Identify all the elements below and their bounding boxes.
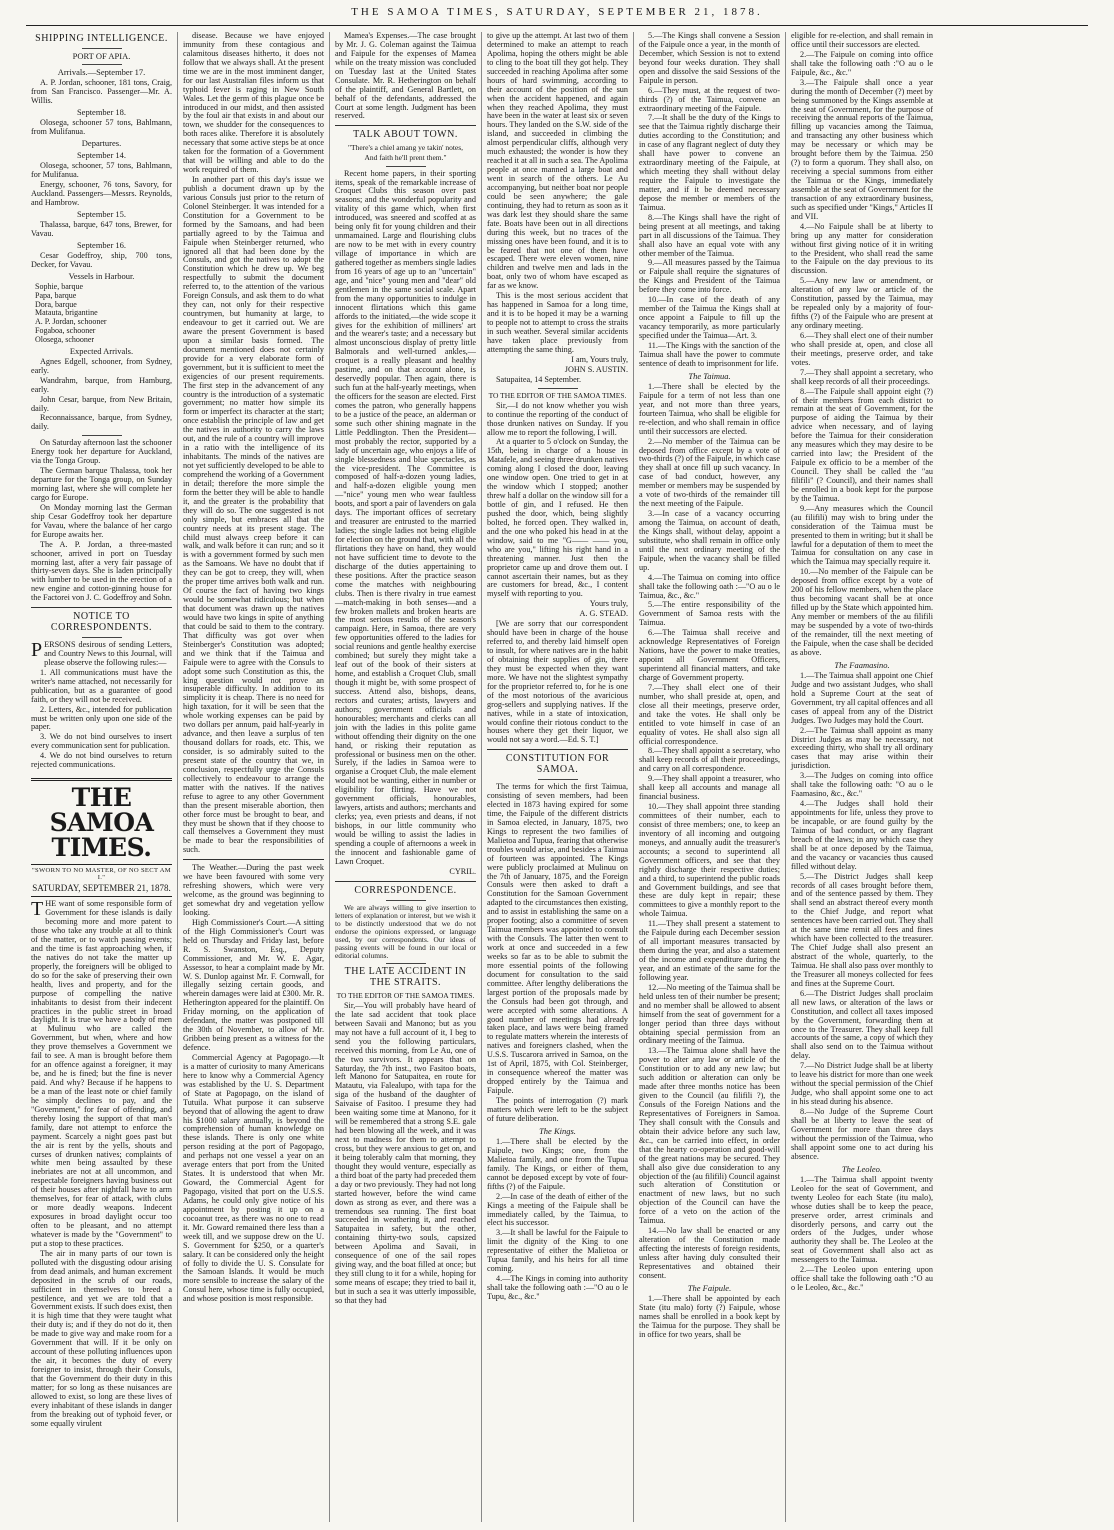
editorial-paragraph bbox=[31, 900, 172, 1249]
masthead-motto: "SWORN TO NO MASTER, OF NO SECT AM I." bbox=[32, 867, 171, 882]
article: 14.—No law shall be enacted or any alteration of the Constitution made affecting the interests of foreign residents, unless after having duly consulted their Representatives and obtained their consent. bbox=[639, 1226, 780, 1280]
editorial-paragraph: In another part of this day's issue we publish a document drawn up by the various Consuls just prior to the return of Colonel Steinberger. It was intended for a Constitution for a Government to be formed by the Samoans, and had been partially agreed to by the Taimua and Faipule when Steinberger returned, who ignored all that had been done by the Consuls, and got the natives to adopt the Constitution which he drew up. We beg respectfully to submit the document referred to, to the attention of the various Foreign Consuls, and ask them to do what they can, not only for their respective countrymen, but humanity at large, to endeavour to get it carried out. We are aware the present Government is based upon a similar basis formed. The document mentioned does not certainly provide for a very elaborate form of government, but it is sufficient to meet the exigencies of our present requirements. The first step in the advancement of any country is the introduction of a systematic government; no matter how simple its form or imperfect its character at the start; once establish the principle of law and get the natives in authority to carry the laws out, and the rule of a country will improve in a ratio with the intelligence of its inhabitants. The minds of the natives are not yet sufficiently developed to be able to comprehend the working of a Government in detail; therefore the more simple the form the better they will be able to handle it, and the greater is the probability that they will do so. The one suggested is not only simple, but embraces all that the country needs at its present stage. The child must always creep before it can walk, and walk before it can run; and so it is with a government formed by such men as the Samoans. We have no doubt that if they can be got to creep, they will, when the proper time arrives both walk and run. Of course the fact of having two kings would be somewhat ridiculous; but when that document was drawn up the natives would have two kings in spite of anything that could be said to them to the contrary. That difficulty was got over when Steinberger's Constitution was adopted; and we think that if the Taimua and Faipule were to agree with the Consuls to adopt some such Constitution as this, the king question would not prove an insuperable difficulty. In addition to its simplicity it is cheap. There is no need for high taxation, for it will be seen that the whole working expenses can be paid by two dollars per annum, paid half-yearly in advance, and then leave a surplus of ten thousand dollars for roads, etc. This, we consider, is so admirably suited to the present state of the country that we, in conclusion, respectfully urge the Consuls collectively to endeavour to arrange the matter with the natives. If the natives refuse to agree to any other Government than the present miserable abortion, then other force must be brought to bear, and they must be shown that if they choose to call themselves a Government they must be made to bear the responsibilities of such. bbox=[183, 175, 324, 855]
article: 10.—They shall appoint three standing committees of their number, each to consist of three members; one, to keep an inventory of all incoming and outgoing moneys, and annually audit the treasurer's accounts; a second to superintend all Government officers, and see that they rightly discharge their respective duties; and a third, to superintend the public roads and Government buildings, and see that these are duly kept in repair; these committees to give a monthly report to the whole Taimua. bbox=[639, 802, 780, 919]
editorial-paragraph: disease. Because we have enjoyed immunity from these contagious and calamitous diseases hitherto, it does not follow that we always shall. At the present time we are in the most imminent danger, for our last Australian files inform us that typhoid fever is raging in New South Wales. Let the germ of this plague once be introduced in our midst, and then assisted by the foul air that exists in and about our town, we shudder for the consequences to both races alike. Therefore it is absolutely necessary that some active steps be at once taken for the formation of a Government that will be willing and able to do the work required of them. bbox=[183, 32, 324, 175]
divider bbox=[335, 881, 476, 882]
harbour-vessel: Matauta, brigantine bbox=[35, 308, 98, 318]
accident-paragraph: Sir,—You will probably have heard of the late sad accident that took place between Savaii and Manono; but as you may not have a full account of it, I beg to send you the following particulars, received this morning, from Le Au, one of the two survivors. It appears that on Saturday, the 7th inst., two Fasitoo boats, left Manono for Satupaitea, en route for Matautu, via Falealupo, with tapa for the siga of the husband of the daughter of Saivaise of Fasitoo. I presume they had been waiting some time at Manono, for it will be remembered that a strong S.E. gale had been blowing all the week, and it was next to madness for them to attempt to cross, but they were anxious to get on, and it being tolerably calm that morning, they thought they would venture, especially as a third boat of the party had preceded them a day or two previously. They had not long started however, before the wind came down as strong as ever, and there was a tremendous sea running. The first boat succeeded in weathering it, and reached Satupaitea in safety, but the other, containing thirty-two souls, capsized between Apolima and Savaii, in consequence of one of the sail ropes giving way, and the boat filled at once; but they still clung to it for a while, hoping for some means of escape; they tried to bail it, but in such a sea it was utterly impossible, so that they had bbox=[335, 1000, 476, 1305]
article: 5.—The Kings shall convene a Session of the Faipule once a year, in the month of December, which Session is not to extend beyond four weeks duration. They shall open and dissolve the said Sessions of the Faipule in person. bbox=[639, 32, 780, 85]
taimua-title: The Taimua. bbox=[688, 370, 731, 381]
notice-rule: 2. Letters, &c., intended for publication must be written only upon one side of the paper. bbox=[31, 704, 172, 732]
notice-rule: 1. All communications must have the writer's name attached, not necessarily for publication, but as a guarantee of good faith, or they will not be received. bbox=[31, 667, 172, 704]
court-item: High Commissioner's Court.—A sitting of the High Commissioner's Court was held on Thursday and Friday last, before R. S. Swanston, Esq., Deputy Commissioner, and Mr. W. E. Agar, Assessor, to hear a complaint made by Mr. W. S. Dunlop against Mr. F. Cornwall, for illegally seizing certain goods, and wherein damages were laid at £300. Mr. R. Hetherington appeared for the plaintiff. On Friday morning, on the application of defendant, the matter was postponed till the 30th of November, to allow of Mr. Gribben being present as a witness for the defence. bbox=[183, 917, 324, 1052]
article: 5.—The entire responsibility of the Government of Samoa rests with the Taimua. bbox=[639, 600, 780, 628]
departures-date: September 14. bbox=[76, 149, 127, 160]
shipping-paragraph: The A. P. Jordan, a three-masted schooner, arrived in port on Tuesday morning last, after a very fair passage of thirty-seven days. She is laden principally with lumber to be used in the erection of a new engine and cotton-ginning house for the Factorei von J. C. Godeffroy and Sohn. bbox=[31, 539, 172, 603]
editor-note: [We are sorry that our correspondent should have been in charge of the house referred to, and thereby laid himself open to insult, for where natives are in the habit of obtaining their supplies of gin, there they must be expected when they want more. We have not the slightest sympathy for the proprietor referred to, for he is one of the most notorious of the avaricious grog-sellers and supplying natives. If the natives, while in a state of intoxication, would confine their riotous conduct to the houses where they get their liquor, we would not say a word.—Ed. S. T.] bbox=[487, 619, 628, 745]
town-signature: CYRIL. bbox=[449, 866, 476, 876]
correspondence-note: We are always willing to give insertion to letters of explanation or interest, but we wish it to be distinctly understood that we do not endorse the opinions expressed, or language used, by our correspondents. Our ideas of passing events will be found in our local or editorial columns. bbox=[335, 902, 476, 960]
article: 5.—Any new law or amendment, or alteration of any law or article of the Constitution, passed by the Taimua, may be repealed only by a majority of four-fifths (?) of the Faipule who are present at any ordinary meeting. bbox=[791, 276, 933, 330]
article: 8.—They shall appoint a secretary, who shall keep records of all their proceedings, and carry on all correspondence. bbox=[639, 746, 780, 774]
column-4 bbox=[482, 32, 634, 1522]
article: 11.—They shall present a statement to the Faipule during each December session of all important measures transacted by them during the year, and also a statement of the income and expenditure during the year, and an estimate of the same for the following year. bbox=[639, 919, 780, 982]
divider bbox=[386, 900, 426, 901]
article: 7.—They shall elect one of their number, who shall preside at, open, and close all their meetings, preserve order, and take the votes. He shall only be entitled to vote himself in case of an equality of votes. He shall also sign all official correspondence. bbox=[639, 682, 780, 746]
article: 4.—The Taimua on coming into office shall take the following oath :—"O au o le Taimua, &c., &c." bbox=[639, 572, 780, 600]
article: 1.—There shall be elected by the Faipule for a term of not less than one year, and not more than three years, fourteen Taimua, who shall be eligible for re-election, and who shall remain in office until their successors are elected. bbox=[639, 381, 780, 436]
article: 3.—It shall be lawful for the Faipule to limit the dignity of the King to one representative of either the Malietoa or Tupua family, and his heirs for all time coming. bbox=[487, 1228, 628, 1274]
town-paragraph: Recent home papers, in their sporting items, speak of the remarkable increase of Croquet Clubs this season over past seasons; and the wonderful popularity and vitality of this game which, when first introduced, was sneered and scoffed at as being only fit for young children and their unmamained. Large and flourishing clubs are now to be met with in every country village of importance in which are gathered together as members single ladies from 16 years of age up to an "uncertain" age, and "nice" young men and "dear" old gentlemen in the same social scale. Apart from the many opportunities to indulge in innocent flirtations which this game affords to the initiated,—the wide scope it gives for the exhibition of milliners' art and the wearer's taste; and a necessary but almost unconscious display of pretty little Balmorals and well-turned ankles,—croquet is a really pleasant and healthy pastime, and on that account alone, is deservedly popular. Then again, there is such fun at the half-yearly meetings, when the officers for the season are elected. First comes the patron, who generally happens to be a justice of the peace, an alderman or some such other shining magnate in the Little Peddlington. Then the President—most probably the rector, supported by a lady of uncertain age, who enjoys a life of single blessedness and blue spectacles, as the vice-president. The Committee is composed of half-a-dozen young ladies, and half-a-dozen eligible young men—"nice" young men who wear faultless boots, and sport a pair of lavenders on gala days. The important offices of secretary and treasurer are entrusted to the married ladies; the single ladies not being eligible for election on the ground that, with all the flirtations they have on hand, they would not have sufficient time to devote to the discharge of the duties appertaining to these positions. After the practice season come the matches with neighbouring clubs. Then is there rivalry in true earnest—match-making in both senses—and a few broken mallets and broken hearts are the most serious results of the season's campaign. Here, in Samoa, there are very few opportunities offered to the ladies for social reunions and gentle healthy exercise combined; but surely they might take a leaf out of the book of their sisters at home, and establish a Croquet Club, small though it might be, with some prospect of success. Attend also, bishops, deans, rectors and curates; artists, lawyers and authors; government officials and honourables; merchants and clerks can all join with the ladies in this polite game without offending their dignity on the one hand, or risking their reputation as professional or business men on the other. Surely, if the ladies in Samoa were to organise a Croquet Club, the male element would not be wanting, either in number or eligibility for flirting. Have we not government officials, honourables, lawyers, artists and authors; merchants and clerks; yea, even priests and deans, if not bishops, in our little community who would be willing to assist the ladies in spending a couple of afternoons a week in the innocent and fashionable game of Lawn Croquet. bbox=[335, 168, 476, 866]
masthead: THE SAMOA TIMES. bbox=[31, 778, 172, 865]
article: 7.—No District Judge shall be at liberty to leave his district for more than one week without the special permission of the Chief Judge, who shall appoint some one to act in his stead during his absence. bbox=[791, 1061, 933, 1106]
article: 3.—The Faipule shall once a year during the month of December (?) meet by being summoned by the Kings assemble at the seat of Government, for the purpose of receiving the annual reports of the Taimua, filling up vacancies among the Taimua, and transacting any other business which may be necessary or which may be brought before them by the Taimua. 250 (?) to form a quorum. They shall also, on receiving a special summons from either the Taimua or the Kings, immediately assemble at the seat of Government for the transaction of any extraordinary business, such as specified under "Kings," Articles II and VII. bbox=[791, 77, 933, 221]
divider bbox=[82, 637, 122, 638]
shipping-paragraph: The German barque Thalassa, took her departure for the Tonga group, on Sunday morning last, where she will complete her cargo for Europe. bbox=[31, 466, 172, 502]
dateline: SATURDAY, SEPTEMBER 21, 1878. bbox=[31, 884, 172, 897]
dropcap-t: T bbox=[31, 898, 44, 921]
notice-rule: 4. We do not bind ourselves to return rejected communications. bbox=[31, 751, 172, 770]
letter-paragraph: At a quarter to 5 o'clock on Sunday, the 15th, being in charge of a house in Matafele, and seeing three drunken natives coming along I closed the door, leaving one window open. One tried to get in at the window which I stopped; another threw half a dollar on the window sill for a bottle of gin, and I refused. He then pushed the door, which, being slightly bolted, he forced open. They walked in, and the one who poked his head in at the window, said to me "G—— —— you, who are you," lifting his right hand in a threatening manner. Just then the proprietor came up and drove them out. I cannot ascertain their names, but as they are customers for bread, &c., I content myself with reporting to you. bbox=[487, 437, 628, 599]
departures-date: September 16. bbox=[76, 239, 127, 250]
dropcap-p: P bbox=[31, 639, 43, 661]
article: 3.—The Judges on coming into office shall take the following oath: "O au o le Faamasino, &c., &c." bbox=[791, 771, 933, 799]
article: 8.—The Kings shall have the right of being present at all meetings, and taking part in all discussions of the Taimua. They shall also have an equal vote with any other member of the Taimua. bbox=[639, 212, 780, 258]
harbour-vessel: Fogaboa, schooner bbox=[35, 326, 96, 335]
agency-item: Commercial Agency at Pagopago.—It is a matter of curiosity to many Americans here to know why a Commercial Agency was established by the U. S. Department of State at Pagopago, on the island of Tutuila. What purpose it can subserve beyond that of allowing the agent to draw his $1000 salary annually, is beyond the comprehension of human knowledge on these islands. There is only one white person residing at the port of Pagopago, and perhaps not one vessel a year on an average enters that port from the United States. It is understood that when Mr. Goward, the Commercial Agent for Pagopago, visited that port on the U.S.S. Adams, he could only give notice of his appointment by posting it up on a cocoanut tree, as there was no one to read it. Mr. Goward remained there less than a week till, and we suppose drew on the U. S. Government for $250, or a quarter's salary. It can be considered only the height of folly to divide the U. S. Consulate for the Samoan Islands. It would be much more sensible to increase the salary of the Consul here, whose time is fully occupied, and whose position is most responsible. bbox=[183, 1052, 324, 1304]
header-rule bbox=[26, 25, 1088, 26]
running-head: THE SAMOA TIMES, SATURDAY, SEPTEMBER 21, 1878. bbox=[351, 6, 763, 18]
departure-entry: Thalassa, barque, 647 tons, Brewer, for Vavau. bbox=[31, 219, 172, 238]
expected-entry: John Cesar, barque, from New Britain, daily. bbox=[31, 394, 172, 413]
arrivals-date: September 18. bbox=[76, 107, 127, 118]
article: 6.—They must, at the request of two-thirds (?) of the Taimua, convene an extraordinary meeting of the Faipule. bbox=[639, 85, 780, 113]
harbour-vessel: A. P. Jordan, schooner bbox=[35, 317, 107, 327]
divider bbox=[82, 64, 122, 65]
accident-title: THE LATE ACCIDENT IN THE STRAITS. bbox=[344, 966, 467, 988]
divider bbox=[31, 607, 172, 608]
divider bbox=[386, 963, 426, 964]
port-title: PORT OF APIA. bbox=[72, 50, 131, 61]
letter-closing: I am, Yours truly, bbox=[571, 354, 628, 364]
divider bbox=[82, 48, 122, 49]
article: 5.—The District Judges shall keep records of all cases brought before them, and of the sentence passed by them. They shall send an abstract thereof every month to the Chief Judge, and report what sentences have been carried out. They shall at the same time remit all fees and fines which have been collected to the treasurer. The Chief Judge shall also present an abstract of the whole, quarterly, to the Taimua. He shall also pass over monthly to the Treasurer all moneys collected for fees and fines at the Supreme Court. bbox=[791, 871, 933, 988]
column-5 bbox=[634, 32, 786, 1522]
article: 2.—In case of the death of either of the Kings a meeting of the Faipule shall be immediately called, by the Taimua, to elect his successor. bbox=[487, 1191, 628, 1228]
article: 7.—They shall appoint a secretary, who shall keep records of all their proceedings. bbox=[791, 367, 933, 386]
departure-entry: Olosega, schooner, 57 tons, Bahlmann, for Mulifanua. bbox=[31, 160, 172, 179]
article: 8.—The Faipule shall appoint eight (?) of their members from each district to remain at the seat of Government, for the purpose of aiding the Taimua by their advice when necessary, and of laying before the Taimua for their consideration any measures which they may desire to be carried into law; the President of the Faipule ex officio to be a member of the Council. They shall be called the "au filifili" (? Council), and their names shall be enrolled in a book kept for the purpose by the Taimua. bbox=[791, 386, 933, 503]
arrivals-title: Arrivals.—September 17. bbox=[57, 67, 146, 78]
notice-intro-text: ERSONS desirous of sending Letters, and Country News to this Journal, will please observe the following rules:— bbox=[44, 640, 172, 667]
divider bbox=[82, 435, 122, 436]
notice-title: NOTICE TO CORRESPONDENTS. bbox=[50, 611, 153, 634]
constitution-intro: The points of interrogation (?) mark matters which were left to be the subject of future deliberation. bbox=[487, 1095, 628, 1123]
letter-signature: JOHN S. AUSTIN. bbox=[564, 364, 628, 374]
article: 3.—In case of a vacancy occurring among the Taimua, on account of death, the Kings shall, without delay, appoint a substitute, who shall remain in office only until the next ordinary meeting of the Faipule, when the vacancy shall be filled up. bbox=[639, 509, 780, 572]
expected-entry: Wandrahm, barque, from Hamburg, early. bbox=[31, 375, 172, 394]
editorial-paragraph: The air in many parts of our town is polluted with the disgusting odour arising from dead animals, and human excrement deposited in the scrub of our roads, sufficient in themselves to breed a pestilence, and yet we are told that a Government exists. If such does exist, then it is high time that they were taught what their duty is; and if they do not do it, then be made to give way and make room for a Government that will. If it be only on account of these polluting influences upon the air, it becomes the duty of every foreigner to insist, through their Consuls, that the Government do their duty in this matter; for so long as these nuisances are allowed to exist, so long are these lives of every inhabitant of these islands in danger from the breaking out of typhoid fever, or some equally virulent bbox=[31, 1248, 172, 1428]
column-3 bbox=[330, 32, 482, 1522]
departure-entry: Cesar Godeffroy, ship, 700 tons, Decker, for Vavau. bbox=[31, 250, 172, 269]
departures-date: September 15. bbox=[76, 208, 127, 219]
newspaper-columns bbox=[26, 32, 1092, 1522]
column-2 bbox=[178, 32, 330, 1522]
arrival-entry: A. P. Jordan, schooner, 181 tons, Craig, from San Francisco. Passenger—Mr. A. Willis. bbox=[31, 78, 172, 106]
faipule-title: The Faipule. bbox=[687, 1282, 732, 1293]
town-quote-line: And faith he'll prent them." bbox=[364, 153, 447, 163]
article: 6.—The District Judges shall proclaim all new laws, or alteration of the laws or Constitution, and collect all taxes imposed by the Government, forwarding them at once to the Treasurer. They shall keep full accounts of the same, a copy of which they shall also send on to the Taimua without delay. bbox=[791, 988, 933, 1061]
article: 2.—The Taimua shall appoint as many District Judges as may be necessary, not exceeding thirty, who shall try all ordinary cases that may arise within their jurisdiction. bbox=[791, 725, 933, 771]
letter-address: TO THE EDITOR OF THE SAMOA TIMES. bbox=[488, 390, 627, 400]
article: 11.—The Kings with the sanction of the Taimua shall have the power to commute sentence of death to imprisonment for life. bbox=[639, 340, 780, 368]
article: 9.—They shall appoint a treasurer, who shall keep all accounts and manage all financial business. bbox=[639, 774, 780, 802]
article: 2.—The Faipule on coming into office shall take the following oath :"O au o le Faipule, &c., &c." bbox=[791, 49, 933, 77]
kings-title: The Kings. bbox=[539, 1125, 576, 1136]
constitution-title: CONSTITUTION FOR SAMOA. bbox=[505, 753, 610, 776]
mamea-item: Mamea's Expenses.—The case brought by Mr. J. G. Coleman against the Taimua and Faipule for the expenses of Mamea while on the treaty mission was concluded on Tuesday last at the United States Consulate. Mr. R. Hetherington on behalf of the plaintiff, and General Bartlett, on behalf of the defendants, addressed the Court at some length. Judgment has been reserved. bbox=[335, 32, 476, 121]
arrival-entry: Olosega, schooner 57 tons, Bahlmann, from Mulifanua. bbox=[31, 118, 172, 137]
town-title: TALK ABOUT TOWN. bbox=[353, 129, 458, 141]
letter-closing: Yours truly, bbox=[589, 599, 628, 609]
divider bbox=[538, 779, 578, 780]
expected-entry: Agnes Edgell, schooner, from Sydney, early. bbox=[31, 356, 172, 375]
departures-title: Departures. bbox=[81, 138, 122, 149]
town-quote-line: "There's a chiel amang ye takin' notes, bbox=[347, 143, 464, 153]
article: 6.—They shall elect one of their number who shall preside at, open, and close all their meetings, preserve order, and take votes. bbox=[791, 330, 934, 367]
article: 1.—The Taimua shall appoint twenty Leoleo for the seat of Government, and twenty Leoleo for each State (itu malo), whose duties shall be to keep the peace, preserve order, arrest criminals and disorderly persons, and carry out the orders of the Judges, under whose authority they shall be. The Leoleo at the seat of Government shall also act as messengers to the Taimua. bbox=[791, 1174, 933, 1265]
article: 9.—Any measures which the Council (au filifili) may wish to bring under the consideration of the Taimua must be presented to them in writing; but it shall be lawful for a deputation of them to meet the Taimua for consultation on any case in which the Taimua may specially require it. bbox=[791, 503, 933, 567]
letter-signature: A. G. STEAD. bbox=[579, 609, 628, 619]
notice-intro bbox=[31, 641, 172, 668]
leoleo-title: The Leoleo. bbox=[841, 1163, 883, 1174]
editorial-text: HE want of some responsible form of Government for these islands is daily becoming more and more patent to those who take any trouble at all to think of the matter, or to watch passing events; and the time is fast approaching when, if the natives do not take the matter up properly, the foreigners will be obliged to do so for the sake of preserving their own health, lives and property, and for the purpose of compelling the native inhabitants to desist from their indecent practices in the public street in broad daylight. It is true we have a body of men at Mulinuu who are called the Government, but when, where and how they prove themselves a Government we fail to see. A man is brought before them for an offence against a foreigner, it may be, and he is fined; but the fine is never paid. And why? Because if he happens to be a man of the least note or chief family he simply declines to pay, and the "Government," for fear of offending, and thereby losing the support of that man's family, dare not attempt to enforce the payment. Scarcely a night goes past but the air is rent by the yells, shouts and curses of drunken natives; complaints of white men being assaulted by these inebriates are not at all uncommon, and respectable foreigners having business out of their houses after nightfall have to arm themselves, for fear of attack, with clubs or more deadly weapons. Indecent exposures in broad daylight occur too often to be pleasant, and no attempt whatever is made by the "Government" to put a stop to these practices. bbox=[31, 899, 172, 1248]
harbour-title: Vessels in Harbour. bbox=[68, 270, 135, 281]
article: 8.—No Judge of the Supreme Court shall be at liberty to leave the seat of Government for more than three days without the permission of the Taimua, who shall appoint some one to act during his absence. bbox=[791, 1106, 933, 1161]
constitution-intro: The terms for which the first Taimua, consisting of seven members, had been elected in 1873 having expired for some time, the Faipule of the different districts in Samoa elected, in January, 1875, two Kings to represent the two families of Malietoa and Tupua, fearing that otherwise troubles would arise, and besides a Taimua of fourteen was appointed. The Kings were publicly proclaimed at Mulinuu on the 7th of January, 1875, and the Foreign Consuls were then asked to draft a Constitution for the Samoan Government adapted to the circumstances then existing, and to assist in establishing the same on a proper footing; also a committee of seven Taimua members was appointed to consult with the Consuls. The latter then went to work at once and succeeded in a few weeks so far as to be able to submit the more essential points of the following document for consultation to the said committee. After lengthy deliberations the largest portion of the proposals made by the Consuls had been got through, and were accepted with some alterations. A good number of meetings had already taken place, and laws were being framed to regulate matters wherein the interests of natives and foreigners clashed, when the U.S.S. Tuscarora arrived in Samoa, on the 1st of April, 1875, with Col. Steinberger, in consequence whereof the matter was dropped entirely by the Taimua and Faipule. bbox=[487, 782, 628, 1096]
notice-rule: 3. We do not bind ourselves to insert every communication sent for publication. bbox=[31, 732, 172, 751]
article: 9.—All measures passed by the Taimua or Faipule shall require the signatures of the Kings and President of the Taimua before they come into force. bbox=[639, 258, 780, 295]
shipping-paragraph: On Monday morning last the German ship Cesar Godeffroy took her departure for Vavau, where the balance of her cargo for Europe awaits her. bbox=[31, 502, 172, 539]
article: 2.—No member of the Taimua can be deposed from office except by a vote of two-thirds (?) of the Faipule, in which case they shall at once fill up such vacancy. In case of bad conduct, however, any member or members may be suspended by a vote of two-thirds of the remainder till the next meeting of the Faipule. bbox=[639, 436, 780, 509]
article: 1.—The Taimua shall appoint one Chief Judge and two assistant Judges, who shall hold a Supreme Court at the seat of Government, try all capital offences and all cases of appeal from any of the District Judges. Two Judges may hold the Court. bbox=[791, 670, 933, 725]
article: 12.—No meeting of the Taimua shall be held unless ten of their number be present; and no member shall be allowed to absent himself from the seat of government for a longer period than three days without obtaining special permission from an ordinary meeting of the Taimua. bbox=[639, 982, 780, 1046]
letter-address: TO THE EDITOR OF THE SAMOA TIMES. bbox=[336, 990, 475, 1000]
harbour-vessel: Dora, barque bbox=[35, 299, 77, 309]
article: 6.—The Taimua shall receive and acknowledge Representatives of Foreign Nations, have the power to make treaties, appoint all Government Officers, superintend all financial matters, and take charge of Government property. bbox=[639, 628, 780, 682]
letter-place: Satupaitea, 14 September. bbox=[496, 374, 582, 384]
expected-entry: Reconnaissance, barque, from Sydney, daily. bbox=[31, 413, 172, 432]
article: 1.—There shall be appointed by each State (itu malo) forty (?) Faipule, whose names shall be enrolled in a book kept by the Taimua for the purpose. They shall be in office for two years, shall be bbox=[639, 1294, 780, 1339]
divider bbox=[183, 859, 324, 860]
article: 10.—In case of the death of any member of the Taimua the Kings shall at once appoint a Faipule to fill up the vacancy temporarily, as more particularly specified under the Taimua—Art. 3. bbox=[639, 295, 780, 340]
harbour-vessel: Olosega, schooner bbox=[35, 334, 95, 344]
accident-paragraph: This is the most serious accident that has happened in Samoa for a long time, and it is to be hoped it may be a warning to people not to attempt to cross the straits in such weather. Several similar accidents have taken place previously from attempting the same thing. bbox=[487, 291, 628, 354]
shipping-paragraph: On Saturday afternoon last the schooner Energy took her departure for Auckland, via the Tonga Group. bbox=[31, 438, 172, 466]
faamasino-title: The Faamasino. bbox=[834, 659, 890, 670]
article: 2.—The Leoleo upon entering upon office shall take the following oath :"O au o le Leoleo, &c., &c." bbox=[791, 1265, 933, 1293]
weather-item: The Weather.—During the past week we have been favoured with some very refreshing showers, which were very welcome, as the ground was beginning to get somewhat dry and vegetation yellow looking. bbox=[183, 863, 324, 917]
shipping-title: SHIPPING INTELLIGENCE. bbox=[35, 33, 168, 44]
article: 13.—The Taimua alone shall have the power to alter any law or article of the Constitution or to add any new law; but such addition or alteration can only be made after three months notice has been given to the Council (au filifili ?), the Consuls of the Foreign Nations and the Representatives of Foreigners in Samoa. They shall consult with the Consuls and obtain their advice before any such law, &c., can be carried into effect, in order that the hearty co-operation and good-will of the great nations may be secured. They shall also give due consideration to any objection of the (au filifili) Council against such alteration of Constitution or enactment of new laws, but no such objection of the Council can have the force of a veto on the action of the Taimua. bbox=[639, 1046, 780, 1226]
divider bbox=[386, 166, 426, 167]
article: 4.—The Kings in coming into authority shall take the following oath :—"O au o le Tupu, &c., &c." bbox=[487, 1274, 628, 1301]
article: 4.—The Judges shall hold their appointments for life, unless they prove to be incapable, or are found guilty by the Taimua of bad conduct, or any flagrant breach of the laws; in any which case they shall be at once deposed by the Taimua, and the vacancy or vacancies thus caused filled without delay. bbox=[791, 799, 933, 871]
letter-paragraph: Sir,—I do not know whether you wish to continue the reporting of the conduct of those drunken natives on Sunday. If you allow me to report the following, I will. bbox=[487, 400, 628, 437]
article: eligible for re-election, and shall remain in office until their successors are elected. bbox=[791, 32, 933, 49]
expected-title: Expected Arrivals. bbox=[69, 345, 134, 356]
article: 1.—There shall be elected by the Faipule, two Kings; one, from the Malietoa family, and one from the Tupua family. The Kings, or either of them, cannot be deposed except by vote of four-fifths (?) of the Faipule. bbox=[487, 1137, 628, 1191]
correspondence-title: CORRESPONDENCE. bbox=[354, 884, 457, 896]
article: 10.—No member of the Faipule can be deposed from office except by a vote of 200 of his fellow members, when the place thus becoming vacant shall be at once filled up by the State which appointed him. Any member or members of the au filifili may be suspended by a vote of two-thirds of the remainder, till the next meeting of the Faipule, when the case shall be decided as above. bbox=[791, 567, 933, 657]
divider bbox=[335, 125, 476, 126]
accident-paragraph: to give up the attempt. At last two of them determined to make an attempt to reach Apolima, hoping the others might be able to cling to the boat till they got help. They succeeded in reaching Apolima after some hours of hard swimming, according to their account of the position of the sun when the accident happened, and again when they reached Apolima, they must have been in the water at least six or seven hours. They landed on the S.W. side of the island, and succeeded in climbing the almost perpendicular cliffs, although very much exhausted; the wonder is how they reached it at all in such a sea. The Apolima people at once manned a large boat and went in search of the others. Le Au accompanying, but neither boat nor people could be seen anywhere; the gale continuing, they had to return as soon as it was dark lest they should share the same fate. Boats have been out in all directions during this week, but no traces of the missing ones have been found, and it is to be feared that not one of them have escaped. There were eleven women, nine children and twelve men and lads in the boat, only two of whom have escaped as far as we know. bbox=[487, 32, 628, 291]
column-6 bbox=[786, 32, 938, 1522]
divider bbox=[487, 749, 628, 750]
column-1 bbox=[26, 32, 178, 1522]
harbour-vessel: Sophie, barque bbox=[35, 282, 83, 292]
article: 7.—It shall be the duty of the Kings to see that the Taimua rightly discharge their duties according to the Constitution; and in case of any flagrant neglect of duty they shall have power to convene an extraordinary meeting of the Faipule, at which meeting they shall without delay require the Faipule to investigate the matter, and if it be deemed necessary depose the member or members of the Taimua. bbox=[639, 113, 780, 212]
departure-entry: Energy, schooner, 76 tons, Savory, for Auckland. Passengers—Messrs. Reynolds, and Hambrow. bbox=[31, 179, 172, 207]
divider bbox=[538, 388, 578, 389]
article: 4.—No Faipule shall be at liberty to bring up any matter for consideration without first giving notice of it in writing to the President, who shall read the same to the Faipule on the day previous to its discussion. bbox=[791, 221, 933, 276]
harbour-vessel: Papa, barque bbox=[35, 290, 77, 300]
